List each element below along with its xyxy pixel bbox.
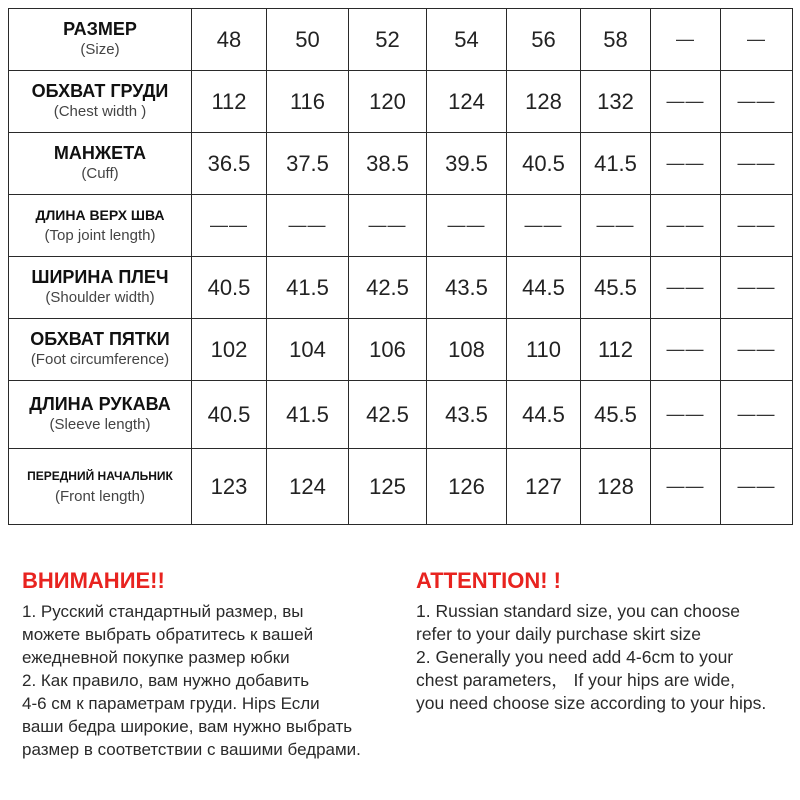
row-label-en: (Chest width ) — [53, 103, 147, 120]
table-cell: 106 — [349, 319, 427, 381]
table-cell: —— — [721, 257, 793, 319]
table-cell: 128 — [581, 449, 651, 525]
notice-ru-line: ежедневной покупке размер юбки — [22, 648, 290, 667]
table-cell: 104 — [267, 319, 349, 381]
size-label-en: (Size) — [80, 41, 120, 58]
table-cell: —— — [192, 195, 267, 257]
table-cell: —— — [651, 381, 721, 449]
table-cell: 44.5 — [507, 381, 581, 449]
table-cell: 37.5 — [267, 133, 349, 195]
notice-en-line: you need choose size according to your hips. — [416, 693, 767, 713]
table-cell: 116 — [267, 71, 349, 133]
row-label-en: (Cuff) — [81, 165, 119, 182]
front-length-label-cell — [9, 449, 192, 525]
notice-en-line: 2. Generally you need add 4-6cm to your — [416, 647, 734, 667]
table-cell: 123 — [192, 449, 267, 525]
foot-circumference-label-cell — [9, 319, 192, 381]
notice-en-line: chest parameters， If your hips are wide, — [416, 670, 736, 690]
top-joint-length-row — [9, 195, 793, 257]
table-cell: 125 — [349, 449, 427, 525]
table-cell: 124 — [427, 71, 507, 133]
row-label-en: (Front length) — [54, 488, 146, 505]
notice-en — [416, 568, 796, 715]
notice-ru — [22, 568, 412, 761]
table-cell: 108 — [427, 319, 507, 381]
table-cell: 42.5 — [349, 257, 427, 319]
shoulder-width-row — [9, 257, 793, 319]
table-cell: 36.5 — [192, 133, 267, 195]
table-cell: 43.5 — [427, 381, 507, 449]
notice-ru-line: 2. Как правило, вам нужно добавить — [22, 671, 310, 690]
table-cell: —— — [721, 71, 793, 133]
size-value: 54 — [427, 9, 507, 71]
table-cell: —— — [349, 195, 427, 257]
notice-ru-line: можете выбрать обратитесь к вашей — [22, 625, 314, 644]
row-label-ru: ШИРИНА ПЛЕЧ — [31, 267, 169, 287]
table-cell: —— — [651, 257, 721, 319]
foot-circumference-row — [9, 319, 793, 381]
row-label-ru: ПЕРЕДНИЙ НАЧАЛЬНИК — [27, 469, 173, 483]
front-length-row — [9, 449, 793, 525]
table-cell: —— — [721, 381, 793, 449]
table-cell: —— — [721, 133, 793, 195]
table-cell: —— — [581, 195, 651, 257]
size-label-ru: РАЗМЕР — [63, 19, 137, 39]
notice-ru-line: 1. Русский стандартный размер, вы — [22, 602, 304, 621]
row-label-ru: МАНЖЕТА — [53, 143, 147, 163]
table-cell: 127 — [507, 449, 581, 525]
table-cell: —— — [721, 195, 793, 257]
size-label-cell — [9, 9, 192, 71]
notice-ru-line: размер в соответствии с вашими бедрами. — [22, 740, 361, 759]
table-cell: 124 — [267, 449, 349, 525]
table-cell: —— — [427, 195, 507, 257]
size-chart-table — [8, 8, 793, 525]
size-value: — — [721, 9, 793, 71]
table-cell: 40.5 — [192, 381, 267, 449]
row-label-en: (Sleeve length) — [49, 416, 151, 433]
size-value: 56 — [507, 9, 581, 71]
table-cell: —— — [651, 195, 721, 257]
row-label-en: (Foot circumference) — [30, 351, 170, 368]
size-value: 58 — [581, 9, 651, 71]
table-cell: 41.5 — [267, 257, 349, 319]
table-cell: —— — [651, 319, 721, 381]
table-cell: 45.5 — [581, 381, 651, 449]
table-cell: —— — [651, 133, 721, 195]
notice-en-line: refer to your daily purchase skirt size — [416, 624, 701, 644]
size-value: — — [651, 9, 721, 71]
table-cell: —— — [267, 195, 349, 257]
table-cell: 120 — [349, 71, 427, 133]
table-cell: —— — [507, 195, 581, 257]
table-cell: —— — [721, 449, 793, 525]
size-value: 50 — [267, 9, 349, 71]
row-label-en: (Shoulder width) — [45, 289, 155, 306]
table-cell: 38.5 — [349, 133, 427, 195]
table-cell: 42.5 — [349, 381, 427, 449]
chest-width-label-cell — [9, 71, 192, 133]
table-cell: —— — [651, 71, 721, 133]
table-cell: 40.5 — [192, 257, 267, 319]
notice-ru-line: ваши бедра широкие, вам нужно выбрать — [22, 717, 353, 736]
table-cell: 110 — [507, 319, 581, 381]
shoulder-width-label-cell — [9, 257, 192, 319]
row-label-ru: ДЛИНА ВЕРХ ШВА — [35, 207, 165, 223]
notice-ru-title: ВНИМАНИЕ!! — [22, 568, 165, 593]
table-cell: 45.5 — [581, 257, 651, 319]
row-label-ru: ОБХВАТ ПЯТКИ — [30, 329, 170, 349]
table-cell: 41.5 — [267, 381, 349, 449]
table-cell: 126 — [427, 449, 507, 525]
table-cell: 132 — [581, 71, 651, 133]
notice-en-line: 1. Russian standard size, you can choose — [416, 601, 740, 621]
table-cell: 112 — [581, 319, 651, 381]
table-cell: 128 — [507, 71, 581, 133]
table-cell: 102 — [192, 319, 267, 381]
row-label-ru: ДЛИНА РУКАВА — [29, 394, 171, 414]
chest-width-row — [9, 71, 793, 133]
top-joint-length-label-cell — [9, 195, 192, 257]
table-cell: 40.5 — [507, 133, 581, 195]
sleeve-length-row — [9, 381, 793, 449]
row-label-ru: ОБХВАТ ГРУДИ — [31, 81, 169, 101]
table-cell: 44.5 — [507, 257, 581, 319]
cuff-row — [9, 133, 793, 195]
table-cell: 41.5 — [581, 133, 651, 195]
table-cell: —— — [721, 319, 793, 381]
table-cell: 43.5 — [427, 257, 507, 319]
notice-en-title: ATTENTION! ! — [416, 568, 562, 593]
table-cell: 112 — [192, 71, 267, 133]
notice-ru-line: 4-6 см к параметрам груди. Hips Если — [22, 694, 320, 713]
size-value: 48 — [192, 9, 267, 71]
table-cell: 39.5 — [427, 133, 507, 195]
table-cell: —— — [651, 449, 721, 525]
size-header-row — [9, 9, 793, 71]
sleeve-length-label-cell — [9, 381, 192, 449]
size-value: 52 — [349, 9, 427, 71]
cuff-label-cell — [9, 133, 192, 195]
row-label-en: (Top joint length) — [44, 227, 156, 244]
